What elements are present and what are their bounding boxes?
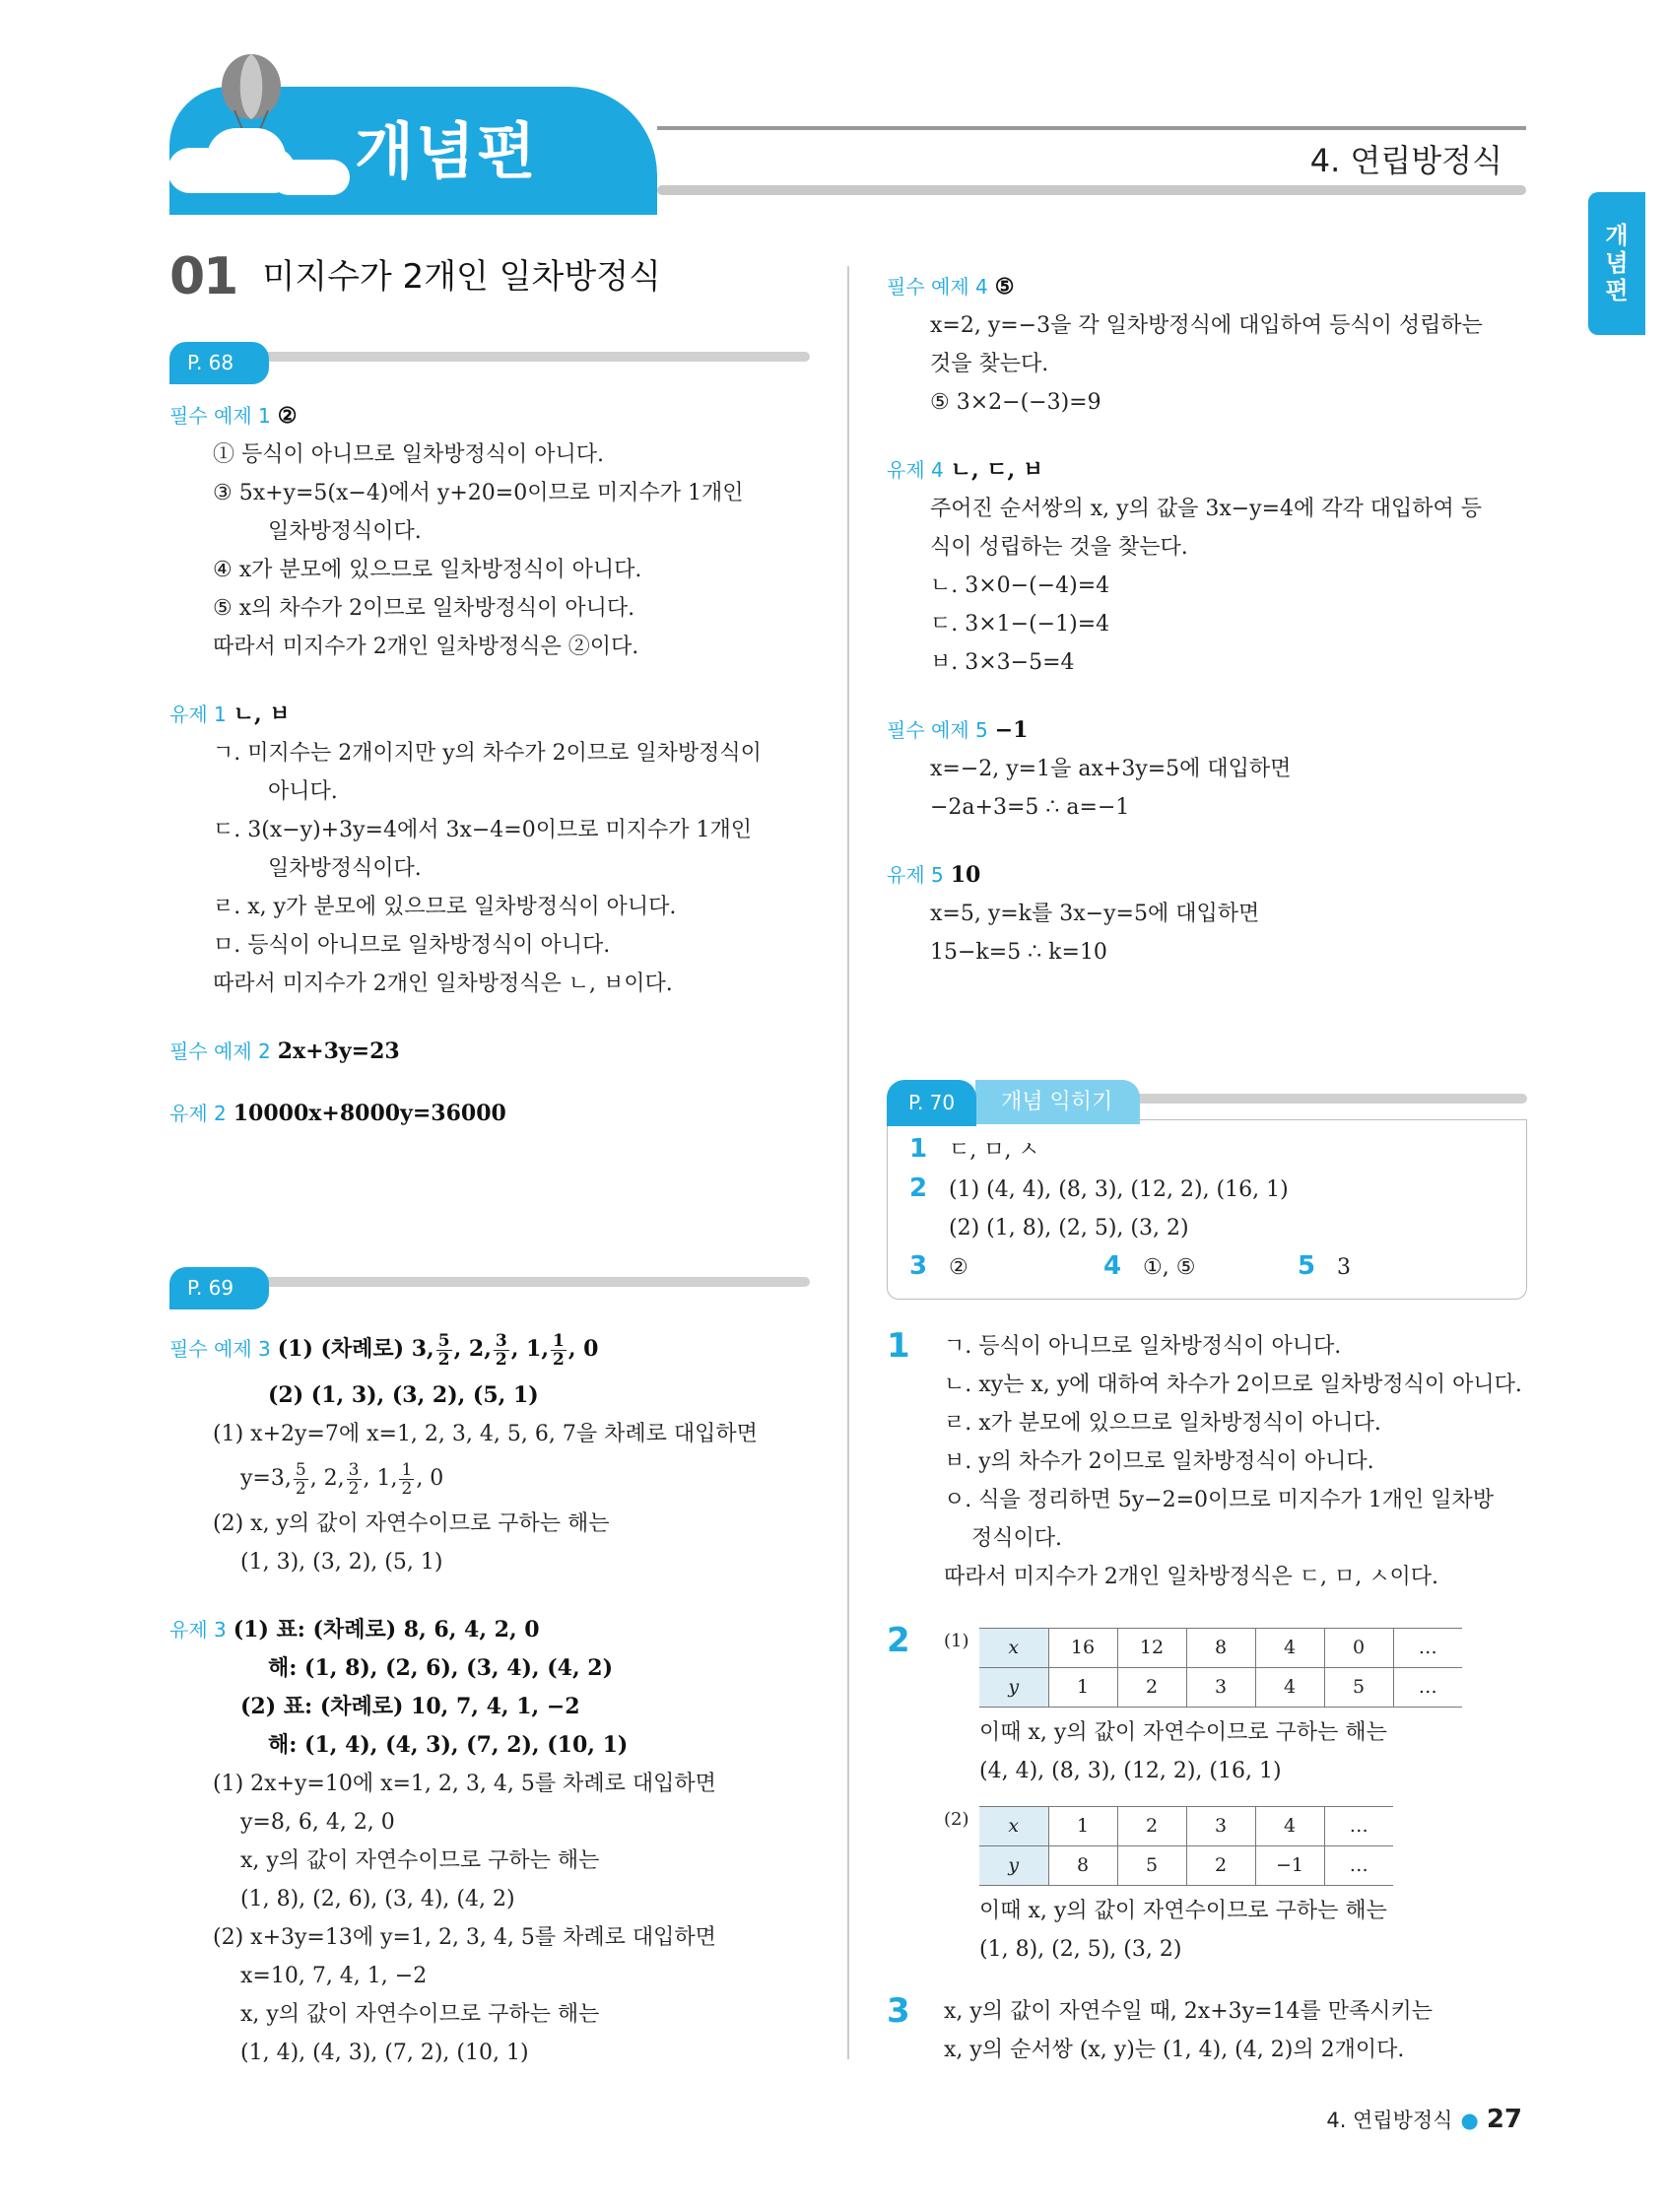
- exercise-label: 유제 3: [169, 1618, 227, 1642]
- exercise-3: [169, 1611, 810, 2072]
- example-label: 필수 예제 4: [887, 275, 988, 299]
- section-title: [169, 247, 810, 306]
- text-line: 것을 찾는다.: [930, 352, 1049, 376]
- problem-2: [887, 1622, 1527, 1969]
- text-line: 아니다.: [268, 779, 338, 804]
- value-table-2: [979, 1806, 1393, 1886]
- exercise-2: [169, 1095, 810, 1133]
- text-line: −2a+3=5 ∴ a=−1: [930, 795, 1130, 820]
- example-1: [169, 397, 810, 666]
- text-line: (1, 8), (2, 5), (3, 2): [979, 1937, 1182, 1962]
- table-cell: …: [1324, 1807, 1393, 1846]
- table-cell: 2: [1117, 1807, 1186, 1846]
- answer: ⑤: [994, 274, 1015, 300]
- exercise-5: [887, 856, 1527, 972]
- text-line: x, y의 값이 자연수이므로 구하는 해는: [240, 1848, 600, 1873]
- table-cell: 16: [1048, 1629, 1117, 1668]
- example-label: 필수 예제 5: [887, 718, 988, 742]
- table-header-cell: y: [979, 1846, 1048, 1886]
- example-5: [887, 711, 1527, 827]
- answer: (2) (1, 3), (3, 2), (5, 1): [268, 1382, 539, 1408]
- text-line: x, y의 값이 자연수이므로 구하는 해는: [240, 2002, 600, 2027]
- answer: 2x+3y=23: [277, 1039, 400, 1064]
- text-line: ㅇ. 식을 정리하면 5y−2=0이므로 미지수가 1개인 일차방: [944, 1488, 1495, 1512]
- fraction: $\frac{5}{2}$: [295, 1459, 306, 1499]
- text-line: x=10, 7, 4, 1, −2: [240, 1964, 428, 1988]
- table-cell: 8: [1048, 1846, 1117, 1886]
- text-line: 따라서 미지수가 2개인 일차방정식은 ②이다.: [213, 635, 639, 659]
- text-line: ㄹ. x, y가 분모에 있으므로 일차방정식이 아니다.: [213, 895, 677, 919]
- text-line: ① 등식이 아니므로 일차방정식이 아니다.: [213, 442, 604, 467]
- text-line: ㄷ. 3×1−(−1)=4: [930, 612, 1110, 637]
- example-2: [169, 1033, 810, 1071]
- table-cell: 3: [1186, 1807, 1255, 1846]
- table-cell: 4: [1255, 1629, 1324, 1668]
- text-line: 따라서 미지수가 2개인 일차방정식은 ㄷ, ㅁ, ㅅ이다.: [944, 1565, 1438, 1589]
- table-cell: 1: [1048, 1668, 1117, 1708]
- chapter-title: 4. 연립방정식: [1309, 142, 1502, 179]
- text-line: ③ 5x+y=5(x−4)에서 y+20=0이므로 미지수가 1개인: [213, 481, 744, 505]
- text-line: ㄹ. x가 분모에 있으므로 일차방정식이 아니다.: [944, 1411, 1381, 1436]
- text-line: y=8, 6, 4, 2, 0: [240, 1810, 395, 1835]
- text-line: 이때 x, y의 값이 자연수이므로 구하는 해는: [979, 1720, 1387, 1745]
- text-line: ④ x가 분모에 있으므로 일차방정식이 아니다.: [213, 558, 642, 582]
- text-line: x=5, y=k를 3x−y=5에 대입하면: [930, 902, 1260, 926]
- text-line: (1, 4), (4, 3), (7, 2), (10, 1): [240, 2041, 529, 2065]
- fraction: $\frac{1}{2}$: [401, 1459, 413, 1499]
- text-line: ⑤ 3×2−(−3)=9: [930, 390, 1101, 415]
- table-cell: …: [1393, 1629, 1462, 1668]
- text-line: ㄱ. 미지수는 2개이지만 y의 차수가 2이므로 일차방정식이: [213, 741, 762, 766]
- concept-answer-row: 1 ㄷ, ㅁ, ㅅ: [909, 1134, 1039, 1164]
- text-line: (1, 8), (2, 6), (3, 4), (4, 2): [240, 1887, 515, 1911]
- text-line: ㅁ. 등식이 아니므로 일차방정식이 아니다.: [213, 933, 611, 958]
- example-label: 필수 예제 2: [169, 1039, 271, 1063]
- text-line: (1) x+2y=7에 x=1, 2, 3, 4, 5, 6, 7을 차례로 대입하면: [213, 1422, 758, 1446]
- page-label: P. 70: [887, 1080, 976, 1126]
- example-label: 필수 예제 1: [169, 404, 271, 428]
- table-cell: 3: [1186, 1668, 1255, 1708]
- text-line: ㄴ. xy는 x, y에 대하여 차수가 2이므로 일차방정식이 아니다.: [944, 1373, 1522, 1397]
- table-header-cell: x: [979, 1629, 1048, 1668]
- fraction: $\frac{5}{2}$: [437, 1330, 450, 1370]
- text-line: ㄴ. 3×0−(−4)=4: [930, 573, 1110, 598]
- page-footer: [1326, 2105, 1522, 2134]
- header-title: 개념편: [355, 115, 538, 187]
- table-cell: 1: [1048, 1807, 1117, 1846]
- exercise-label: 유제 4: [887, 458, 944, 482]
- table-header-cell: x: [979, 1807, 1048, 1846]
- table-cell: 4: [1255, 1668, 1324, 1708]
- concept-title: 개념 익히기: [975, 1080, 1140, 1124]
- text-line: ㅂ. 3×3−5=4: [930, 650, 1075, 675]
- problem-3: [887, 1992, 1527, 2069]
- text-line: x=2, y=−3을 각 일차방정식에 대입하여 등식이 성립하는: [930, 313, 1483, 338]
- left-column: [169, 247, 810, 2072]
- column-divider: [847, 266, 849, 2059]
- answer: 해: (1, 8), (2, 6), (3, 4), (4, 2): [268, 1655, 613, 1681]
- answer: −1: [994, 717, 1029, 743]
- right-column: [887, 258, 1527, 2069]
- text-line: 따라서 미지수가 2개인 일차방정식은 ㄴ, ㅂ이다.: [213, 972, 673, 996]
- sub-label: (2): [944, 1809, 969, 1830]
- text-line: x=−2, y=1을 ax+3y=5에 대입하면: [930, 757, 1292, 781]
- value-table-1: [979, 1628, 1462, 1708]
- text-line: (1, 3), (3, 2), (5, 1): [240, 1550, 443, 1575]
- table-cell: 8: [1186, 1629, 1255, 1668]
- fraction: $\frac{1}{2}$: [553, 1330, 565, 1370]
- text-line: x, y의 순서쌍 (x, y)는 (1, 4), (4, 2)의 2개이다.: [944, 2038, 1405, 2062]
- fraction: $\frac{3}{2}$: [495, 1330, 507, 1370]
- page-label: P. 69: [169, 1267, 269, 1309]
- text-line: (1) 2x+y=10에 x=1, 2, 3, 4, 5를 차례로 대입하면: [213, 1772, 716, 1796]
- text-line: 이때 x, y의 값이 자연수이므로 구하는 해는: [979, 1899, 1387, 1923]
- problem-number: 2: [887, 1621, 910, 1660]
- table-cell: 5: [1117, 1846, 1186, 1886]
- page-bar: [169, 342, 810, 375]
- problem-1: [887, 1327, 1527, 1596]
- table-cell: −1: [1255, 1846, 1324, 1886]
- text-line: ⑤ x의 차수가 2이므로 일차방정식이 아니다.: [213, 596, 635, 621]
- text-line: (2) x+3y=13에 y=1, 2, 3, 4, 5를 차례로 대입하면: [213, 1925, 716, 1950]
- answer: ②: [277, 403, 298, 429]
- text-line: 일차방정식이다.: [268, 519, 422, 544]
- table-header-cell: y: [979, 1668, 1048, 1708]
- table-cell: …: [1324, 1846, 1393, 1886]
- answer: ㄴ, ㅂ: [233, 702, 291, 727]
- text-line: ㄷ. 3(x−y)+3y=4에서 3x−4=0이므로 미지수가 1개인: [213, 818, 752, 842]
- text-line: x, y의 값이 자연수일 때, 2x+3y=14를 만족시키는: [944, 1999, 1434, 2024]
- table-cell: 2: [1186, 1846, 1255, 1886]
- answer: 해: (1, 4), (4, 3), (7, 2), (10, 1): [268, 1732, 629, 1758]
- text-line: 정식이다.: [971, 1526, 1063, 1551]
- concept-answer-row: 2 (1) (4, 4), (8, 3), (12, 2), (16, 1): [909, 1173, 1289, 1203]
- exercise-1: [169, 696, 810, 1003]
- answer: (1) 표: (차례로) 8, 6, 4, 2, 0: [233, 1617, 540, 1642]
- text-line: (4, 4), (8, 3), (12, 2), (16, 1): [979, 1759, 1282, 1783]
- page-number: 27: [1486, 2105, 1522, 2134]
- exercise-4: [887, 451, 1527, 682]
- answer: ㄴ, ㄷ, ㅂ: [950, 457, 1044, 483]
- table-cell: 0: [1324, 1629, 1393, 1668]
- example-3: 필수 예제 3 (1) (차례로) 3, $\frac{5}{2}$ , 2, $\frac{3}{2}$ , 1, $\frac{1}{2}$ , 0 (2) (1, 3), (3, 2), (5, 1) (1) x+2y=7에 x=1, 2, 3, 4, 5, 6, 7을 차례로 대입하면 y=3, $\frac{5}{2}$ , 2, $\frac{3}{2}$ , 1, $\frac{1}{2}$ , 0 (2) x, y의 값이 자연수이므로 구하는 해는 (1, 3), (3, 2), (5, 1): [169, 1322, 810, 1581]
- problem-number: 3: [887, 1991, 910, 2031]
- example-4: [887, 268, 1527, 422]
- table-cell: …: [1393, 1668, 1462, 1708]
- answer: 10000x+8000y=36000: [233, 1101, 506, 1126]
- answer: (1) (차례로) 3,: [277, 1336, 434, 1362]
- exercise-label: 유제 1: [169, 703, 227, 726]
- text-line: 주어진 순서쌍의 x, y의 값을 3x−y=4에 각각 대입하여 등: [930, 497, 1483, 521]
- header-rule: [657, 126, 1526, 130]
- cloud-shape: [271, 160, 350, 195]
- section-number: 01: [169, 247, 237, 306]
- text-line: ㅂ. y의 차수가 2이므로 일차방정식이 아니다.: [944, 1449, 1374, 1474]
- problem-number: 1: [887, 1326, 910, 1366]
- concept-box: [887, 1080, 1527, 1300]
- page-bar: [169, 1267, 810, 1301]
- text-line: ㄱ. 등식이 아니므로 일차방정식이 아니다.: [944, 1334, 1342, 1359]
- table-cell: 2: [1117, 1668, 1186, 1708]
- example-label: 필수 예제 3: [169, 1337, 271, 1361]
- sub-label: (1): [944, 1631, 969, 1651]
- page-label: P. 68: [169, 342, 269, 384]
- answer: (2) 표: (차례로) 10, 7, 4, 1, −2: [240, 1694, 580, 1719]
- concept-answer-row: 3 ② 4 ①, ⑤ 5 3: [909, 1251, 1351, 1281]
- table-cell: 4: [1255, 1807, 1324, 1846]
- fraction: $\frac{3}{2}$: [348, 1459, 360, 1499]
- text-line: (2) x, y의 값이 자연수이므로 구하는 해는: [213, 1511, 610, 1536]
- table-cell: 12: [1117, 1629, 1186, 1668]
- table-cell: 5: [1324, 1668, 1393, 1708]
- text-line: 식이 성립하는 것을 찾는다.: [930, 535, 1188, 560]
- footer-chapter: 4. 연립방정식: [1326, 2109, 1453, 2132]
- exercise-label: 유제 2: [169, 1102, 227, 1125]
- side-tab: 개 념 편: [1588, 192, 1645, 335]
- exercise-label: 유제 5: [887, 863, 944, 887]
- answer: 10: [950, 862, 981, 888]
- text-line: 일차방정식이다.: [268, 856, 422, 881]
- concept-answer-row: (2) (1, 8), (2, 5), (3, 2): [949, 1216, 1189, 1240]
- text-line: y=3, $\frac{5}{2}$ , 2, $\frac{3}{2}$ , 1, $\frac{1}{2}$ , 0: [240, 1459, 444, 1499]
- bullet-icon: ●: [1460, 2109, 1479, 2132]
- section-name: 미지수가 2개인 일차방정식: [262, 257, 661, 297]
- header-rule: [657, 185, 1526, 195]
- text-line: 15−k=5 ∴ k=10: [930, 940, 1107, 965]
